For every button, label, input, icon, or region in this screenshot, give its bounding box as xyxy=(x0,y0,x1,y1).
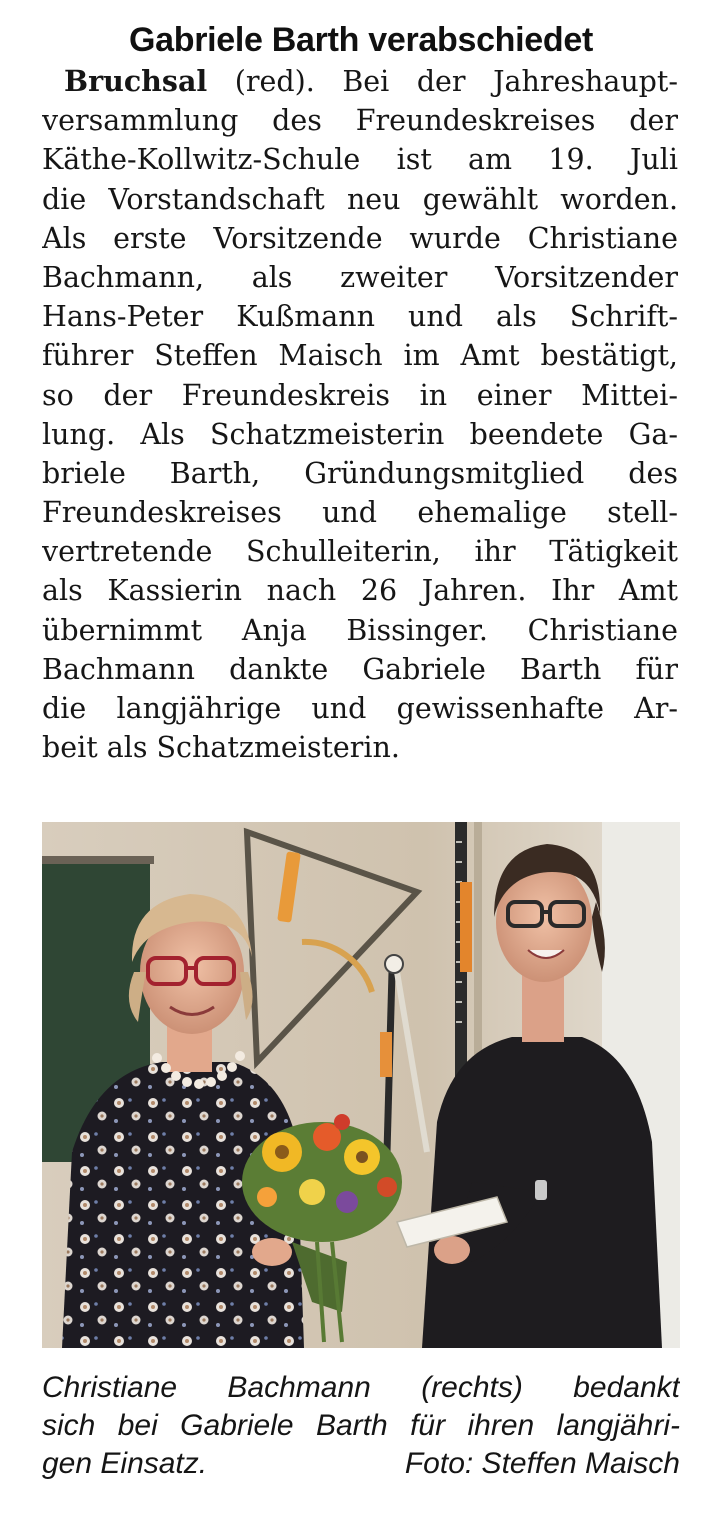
body-line: die langjährige und gewissenhafte Ar- xyxy=(42,692,678,725)
body-line: führer Steffen Maisch im Amt bestätigt, xyxy=(42,339,678,373)
body-line: beit als Schatzmeisterin. xyxy=(42,731,400,765)
body-line: briele Barth, Gründungsmitglied des xyxy=(42,456,678,490)
body-line: Als erste Vorsitzende wurde Christiane xyxy=(42,221,678,255)
caption-line: Christiane Bachmann (rechts) bedankt xyxy=(42,1371,680,1404)
caption-end: gen Einsatz. xyxy=(42,1447,208,1480)
photo-caption xyxy=(42,1369,680,1483)
body-line: vertretende Schulleiterin, ihr Tätigkeit xyxy=(42,535,678,569)
body-line: versammlung des Freundeskreises der xyxy=(42,104,678,138)
body-line: Freundeskreises und ehemalige stell- xyxy=(42,496,678,530)
article-headline: Gabriele Barth verabschiedet xyxy=(128,21,593,59)
caption-line xyxy=(42,1445,680,1483)
body-line: als Kassierin nach 26 Jahren. Ihr Amt xyxy=(42,574,678,608)
article-body xyxy=(42,62,678,767)
body-line: lung. Als Schatzmeisterin beendete Ga- xyxy=(42,417,678,451)
body-line: Hans-Peter Kußmann und als Schrift- xyxy=(42,300,678,334)
body-line-text: (red). Bei der Jahreshaupt- xyxy=(207,65,678,98)
caption-line: sich bei Gabriele Barth für ihren langjähri- xyxy=(42,1409,680,1442)
body-line: übernimmt Anja Bissinger. Christiane xyxy=(42,613,678,647)
body-line: Bachmann dankte Gabriele Barth für xyxy=(42,652,678,686)
body-line: Käthe-Kollwitz-Schule ist am 19. Juli xyxy=(42,143,678,177)
body-line: die Vorstandschaft neu gewählt worden. xyxy=(42,182,678,216)
body-line xyxy=(42,62,678,101)
article-photo xyxy=(42,822,680,1348)
body-line: so der Freundeskreis in einer Mittei- xyxy=(42,378,678,412)
dateline: Bruchsal xyxy=(64,64,208,98)
photo-credit: Foto: Steffen Maisch xyxy=(404,1447,680,1480)
body-line: Bachmann, als zweiter Vorsitzender xyxy=(42,260,678,294)
